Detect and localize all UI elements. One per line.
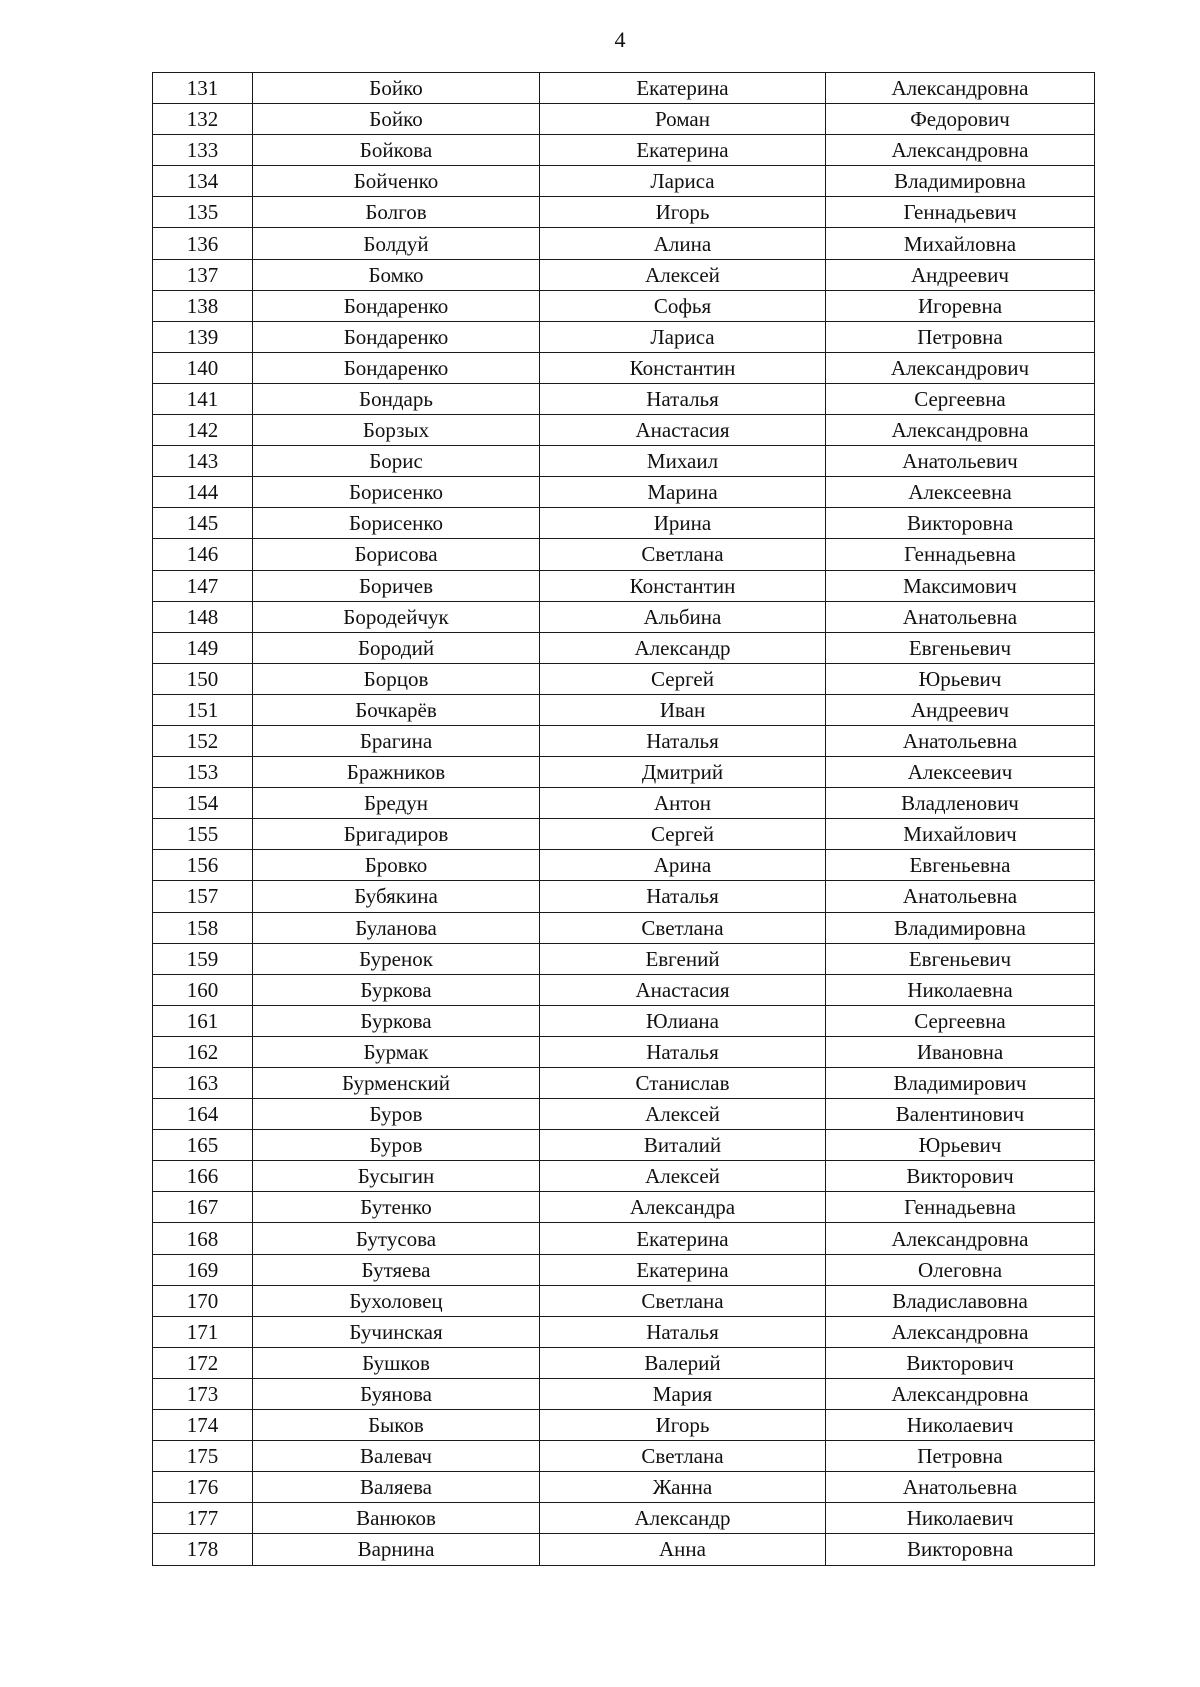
patronymic-cell: Александровна xyxy=(826,73,1095,104)
table-row xyxy=(153,539,1095,570)
row-number-cell: 147 xyxy=(153,570,253,601)
row-number-cell: 151 xyxy=(153,694,253,725)
table-row xyxy=(153,1534,1095,1565)
patronymic-cell: Владиславовна xyxy=(826,1285,1095,1316)
last-name-cell: Бутусова xyxy=(253,1223,540,1254)
last-name-cell: Бондаренко xyxy=(253,321,540,352)
last-name-cell: Буров xyxy=(253,1099,540,1130)
last-name-cell: Борисова xyxy=(253,539,540,570)
patronymic-cell: Федорович xyxy=(826,104,1095,135)
patronymic-cell: Владленович xyxy=(826,788,1095,819)
table-row xyxy=(153,788,1095,819)
first-name-cell: Мария xyxy=(540,1378,826,1409)
last-name-cell: Ванюков xyxy=(253,1503,540,1534)
table-row xyxy=(153,881,1095,912)
first-name-cell: Екатерина xyxy=(540,135,826,166)
row-number-cell: 164 xyxy=(153,1099,253,1130)
last-name-cell: Бондаренко xyxy=(253,352,540,383)
row-number-cell: 143 xyxy=(153,446,253,477)
patronymic-cell: Максимович xyxy=(826,570,1095,601)
table-row xyxy=(153,974,1095,1005)
patronymic-cell: Владимировна xyxy=(826,166,1095,197)
last-name-cell: Буянова xyxy=(253,1378,540,1409)
patronymic-cell: Александровна xyxy=(826,1223,1095,1254)
patronymic-cell: Андреевич xyxy=(826,694,1095,725)
roster-body xyxy=(153,73,1095,1566)
row-number-cell: 148 xyxy=(153,601,253,632)
last-name-cell: Бутяева xyxy=(253,1254,540,1285)
table-row xyxy=(153,1347,1095,1378)
last-name-cell: Борзых xyxy=(253,415,540,446)
table-row xyxy=(153,850,1095,881)
last-name-cell: Борцов xyxy=(253,663,540,694)
table-row xyxy=(153,104,1095,135)
first-name-cell: Алина xyxy=(540,228,826,259)
first-name-cell: Игорь xyxy=(540,1410,826,1441)
row-number-cell: 176 xyxy=(153,1472,253,1503)
patronymic-cell: Николаевна xyxy=(826,974,1095,1005)
first-name-cell: Софья xyxy=(540,290,826,321)
first-name-cell: Михаил xyxy=(540,446,826,477)
table-row xyxy=(153,1378,1095,1409)
first-name-cell: Дмитрий xyxy=(540,757,826,788)
last-name-cell: Бондаренко xyxy=(253,290,540,321)
first-name-cell: Константин xyxy=(540,352,826,383)
row-number-cell: 153 xyxy=(153,757,253,788)
first-name-cell: Наталья xyxy=(540,1316,826,1347)
first-name-cell: Алексей xyxy=(540,1099,826,1130)
table-row xyxy=(153,197,1095,228)
patronymic-cell: Викторович xyxy=(826,1161,1095,1192)
last-name-cell: Бородий xyxy=(253,632,540,663)
first-name-cell: Ирина xyxy=(540,508,826,539)
last-name-cell: Бровко xyxy=(253,850,540,881)
row-number-cell: 166 xyxy=(153,1161,253,1192)
last-name-cell: Бражников xyxy=(253,757,540,788)
table-row xyxy=(153,477,1095,508)
patronymic-cell: Олеговна xyxy=(826,1254,1095,1285)
last-name-cell: Бредун xyxy=(253,788,540,819)
row-number-cell: 178 xyxy=(153,1534,253,1565)
table-row xyxy=(153,1130,1095,1161)
last-name-cell: Валевач xyxy=(253,1441,540,1472)
row-number-cell: 150 xyxy=(153,663,253,694)
patronymic-cell: Александрович xyxy=(826,352,1095,383)
row-number-cell: 141 xyxy=(153,383,253,414)
patronymic-cell: Геннадьевна xyxy=(826,539,1095,570)
first-name-cell: Роман xyxy=(540,104,826,135)
row-number-cell: 156 xyxy=(153,850,253,881)
table-row xyxy=(153,1223,1095,1254)
last-name-cell: Бутенко xyxy=(253,1192,540,1223)
patronymic-cell: Николаевич xyxy=(826,1410,1095,1441)
last-name-cell: Валяева xyxy=(253,1472,540,1503)
first-name-cell: Алексей xyxy=(540,259,826,290)
last-name-cell: Борис xyxy=(253,446,540,477)
table-row xyxy=(153,1192,1095,1223)
table-row xyxy=(153,290,1095,321)
first-name-cell: Евгений xyxy=(540,943,826,974)
table-row xyxy=(153,632,1095,663)
first-name-cell: Альбина xyxy=(540,601,826,632)
patronymic-cell: Алексеевна xyxy=(826,477,1095,508)
patronymic-cell: Валентинович xyxy=(826,1099,1095,1130)
row-number-cell: 177 xyxy=(153,1503,253,1534)
patronymic-cell: Михайловна xyxy=(826,228,1095,259)
first-name-cell: Валерий xyxy=(540,1347,826,1378)
first-name-cell: Светлана xyxy=(540,912,826,943)
first-name-cell: Марина xyxy=(540,477,826,508)
patronymic-cell: Владимирович xyxy=(826,1068,1095,1099)
last-name-cell: Бригадиров xyxy=(253,819,540,850)
patronymic-cell: Юрьевич xyxy=(826,663,1095,694)
last-name-cell: Бородейчук xyxy=(253,601,540,632)
patronymic-cell: Евгеньевич xyxy=(826,632,1095,663)
row-number-cell: 155 xyxy=(153,819,253,850)
patronymic-cell: Анатольевна xyxy=(826,601,1095,632)
last-name-cell: Бойко xyxy=(253,104,540,135)
row-number-cell: 131 xyxy=(153,73,253,104)
last-name-cell: Бухоловец xyxy=(253,1285,540,1316)
row-number-cell: 149 xyxy=(153,632,253,663)
first-name-cell: Екатерина xyxy=(540,1223,826,1254)
patronymic-cell: Евгеньевич xyxy=(826,943,1095,974)
patronymic-cell: Александровна xyxy=(826,1378,1095,1409)
patronymic-cell: Анатольевич xyxy=(826,446,1095,477)
last-name-cell: Буланова xyxy=(253,912,540,943)
table-row xyxy=(153,228,1095,259)
first-name-cell: Лариса xyxy=(540,166,826,197)
row-number-cell: 159 xyxy=(153,943,253,974)
table-row xyxy=(153,943,1095,974)
table-row xyxy=(153,166,1095,197)
row-number-cell: 167 xyxy=(153,1192,253,1223)
last-name-cell: Буркова xyxy=(253,974,540,1005)
first-name-cell: Константин xyxy=(540,570,826,601)
row-number-cell: 162 xyxy=(153,1036,253,1067)
last-name-cell: Буренок xyxy=(253,943,540,974)
table-row xyxy=(153,725,1095,756)
row-number-cell: 142 xyxy=(153,415,253,446)
first-name-cell: Арина xyxy=(540,850,826,881)
table-row xyxy=(153,259,1095,290)
row-number-cell: 160 xyxy=(153,974,253,1005)
first-name-cell: Игорь xyxy=(540,197,826,228)
table-row xyxy=(153,446,1095,477)
last-name-cell: Боричев xyxy=(253,570,540,601)
patronymic-cell: Викторович xyxy=(826,1347,1095,1378)
patronymic-cell: Сергеевна xyxy=(826,383,1095,414)
first-name-cell: Екатерина xyxy=(540,73,826,104)
first-name-cell: Александр xyxy=(540,1503,826,1534)
table-row xyxy=(153,1161,1095,1192)
row-number-cell: 163 xyxy=(153,1068,253,1099)
table-row xyxy=(153,135,1095,166)
table-row xyxy=(153,1441,1095,1472)
table-row xyxy=(153,1316,1095,1347)
last-name-cell: Бомко xyxy=(253,259,540,290)
patronymic-cell: Михайлович xyxy=(826,819,1095,850)
patronymic-cell: Алексеевич xyxy=(826,757,1095,788)
row-number-cell: 172 xyxy=(153,1347,253,1378)
patronymic-cell: Геннадьевна xyxy=(826,1192,1095,1223)
first-name-cell: Наталья xyxy=(540,725,826,756)
patronymic-cell: Анатольевна xyxy=(826,1472,1095,1503)
row-number-cell: 140 xyxy=(153,352,253,383)
roster-table xyxy=(152,72,1095,1566)
table-row xyxy=(153,1099,1095,1130)
last-name-cell: Болдуй xyxy=(253,228,540,259)
table-row xyxy=(153,508,1095,539)
first-name-cell: Жанна xyxy=(540,1472,826,1503)
table-row xyxy=(153,352,1095,383)
patronymic-cell: Ивановна xyxy=(826,1036,1095,1067)
row-number-cell: 133 xyxy=(153,135,253,166)
first-name-cell: Виталий xyxy=(540,1130,826,1161)
row-number-cell: 152 xyxy=(153,725,253,756)
table-row xyxy=(153,383,1095,414)
first-name-cell: Анна xyxy=(540,1534,826,1565)
row-number-cell: 135 xyxy=(153,197,253,228)
row-number-cell: 173 xyxy=(153,1378,253,1409)
patronymic-cell: Анатольевна xyxy=(826,881,1095,912)
row-number-cell: 157 xyxy=(153,881,253,912)
table-row xyxy=(153,1285,1095,1316)
table-row xyxy=(153,1254,1095,1285)
first-name-cell: Анастасия xyxy=(540,415,826,446)
row-number-cell: 132 xyxy=(153,104,253,135)
first-name-cell: Светлана xyxy=(540,539,826,570)
patronymic-cell: Владимировна xyxy=(826,912,1095,943)
first-name-cell: Светлана xyxy=(540,1285,826,1316)
first-name-cell: Иван xyxy=(540,694,826,725)
row-number-cell: 134 xyxy=(153,166,253,197)
last-name-cell: Быков xyxy=(253,1410,540,1441)
last-name-cell: Бочкарёв xyxy=(253,694,540,725)
table-row xyxy=(153,757,1095,788)
row-number-cell: 174 xyxy=(153,1410,253,1441)
row-number-cell: 168 xyxy=(153,1223,253,1254)
table-row xyxy=(153,912,1095,943)
table-row xyxy=(153,601,1095,632)
last-name-cell: Буркова xyxy=(253,1005,540,1036)
last-name-cell: Брагина xyxy=(253,725,540,756)
first-name-cell: Юлиана xyxy=(540,1005,826,1036)
first-name-cell: Сергей xyxy=(540,663,826,694)
table-row xyxy=(153,663,1095,694)
patronymic-cell: Геннадьевич xyxy=(826,197,1095,228)
first-name-cell: Сергей xyxy=(540,819,826,850)
last-name-cell: Борисенко xyxy=(253,508,540,539)
last-name-cell: Бушков xyxy=(253,1347,540,1378)
row-number-cell: 161 xyxy=(153,1005,253,1036)
patronymic-cell: Викторовна xyxy=(826,1534,1095,1565)
first-name-cell: Екатерина xyxy=(540,1254,826,1285)
last-name-cell: Бурмак xyxy=(253,1036,540,1067)
last-name-cell: Бондарь xyxy=(253,383,540,414)
patronymic-cell: Петровна xyxy=(826,1441,1095,1472)
first-name-cell: Антон xyxy=(540,788,826,819)
first-name-cell: Александр xyxy=(540,632,826,663)
last-name-cell: Варнина xyxy=(253,1534,540,1565)
table-row xyxy=(153,1503,1095,1534)
patronymic-cell: Сергеевна xyxy=(826,1005,1095,1036)
first-name-cell: Светлана xyxy=(540,1441,826,1472)
last-name-cell: Болгов xyxy=(253,197,540,228)
last-name-cell: Бусыгин xyxy=(253,1161,540,1192)
patronymic-cell: Юрьевич xyxy=(826,1130,1095,1161)
row-number-cell: 171 xyxy=(153,1316,253,1347)
patronymic-cell: Андреевич xyxy=(826,259,1095,290)
row-number-cell: 169 xyxy=(153,1254,253,1285)
row-number-cell: 165 xyxy=(153,1130,253,1161)
first-name-cell: Наталья xyxy=(540,1036,826,1067)
first-name-cell: Наталья xyxy=(540,383,826,414)
row-number-cell: 146 xyxy=(153,539,253,570)
row-number-cell: 145 xyxy=(153,508,253,539)
patronymic-cell: Александровна xyxy=(826,1316,1095,1347)
row-number-cell: 175 xyxy=(153,1441,253,1472)
last-name-cell: Бойкова xyxy=(253,135,540,166)
row-number-cell: 137 xyxy=(153,259,253,290)
patronymic-cell: Анатольевна xyxy=(826,725,1095,756)
patronymic-cell: Евгеньевна xyxy=(826,850,1095,881)
table-row xyxy=(153,415,1095,446)
page-number: 4 xyxy=(614,27,626,52)
last-name-cell: Борисенко xyxy=(253,477,540,508)
table-row xyxy=(153,694,1095,725)
row-number-cell: 158 xyxy=(153,912,253,943)
first-name-cell: Лариса xyxy=(540,321,826,352)
table-row xyxy=(153,1410,1095,1441)
table-row xyxy=(153,1005,1095,1036)
first-name-cell: Александра xyxy=(540,1192,826,1223)
patronymic-cell: Александровна xyxy=(826,415,1095,446)
first-name-cell: Станислав xyxy=(540,1068,826,1099)
first-name-cell: Алексей xyxy=(540,1161,826,1192)
last-name-cell: Буров xyxy=(253,1130,540,1161)
patronymic-cell: Игоревна xyxy=(826,290,1095,321)
patronymic-cell: Александровна xyxy=(826,135,1095,166)
row-number-cell: 154 xyxy=(153,788,253,819)
table-row xyxy=(153,1068,1095,1099)
last-name-cell: Бойко xyxy=(253,73,540,104)
first-name-cell: Анастасия xyxy=(540,974,826,1005)
patronymic-cell: Петровна xyxy=(826,321,1095,352)
table-row xyxy=(153,321,1095,352)
patronymic-cell: Николаевич xyxy=(826,1503,1095,1534)
last-name-cell: Бубякина xyxy=(253,881,540,912)
table-row xyxy=(153,73,1095,104)
table-row xyxy=(153,819,1095,850)
last-name-cell: Бурменский xyxy=(253,1068,540,1099)
table-row xyxy=(153,1472,1095,1503)
row-number-cell: 138 xyxy=(153,290,253,321)
row-number-cell: 139 xyxy=(153,321,253,352)
row-number-cell: 144 xyxy=(153,477,253,508)
last-name-cell: Бойченко xyxy=(253,166,540,197)
row-number-cell: 170 xyxy=(153,1285,253,1316)
row-number-cell: 136 xyxy=(153,228,253,259)
patronymic-cell: Викторовна xyxy=(826,508,1095,539)
last-name-cell: Бучинская xyxy=(253,1316,540,1347)
table-row xyxy=(153,570,1095,601)
table-row xyxy=(153,1036,1095,1067)
first-name-cell: Наталья xyxy=(540,881,826,912)
